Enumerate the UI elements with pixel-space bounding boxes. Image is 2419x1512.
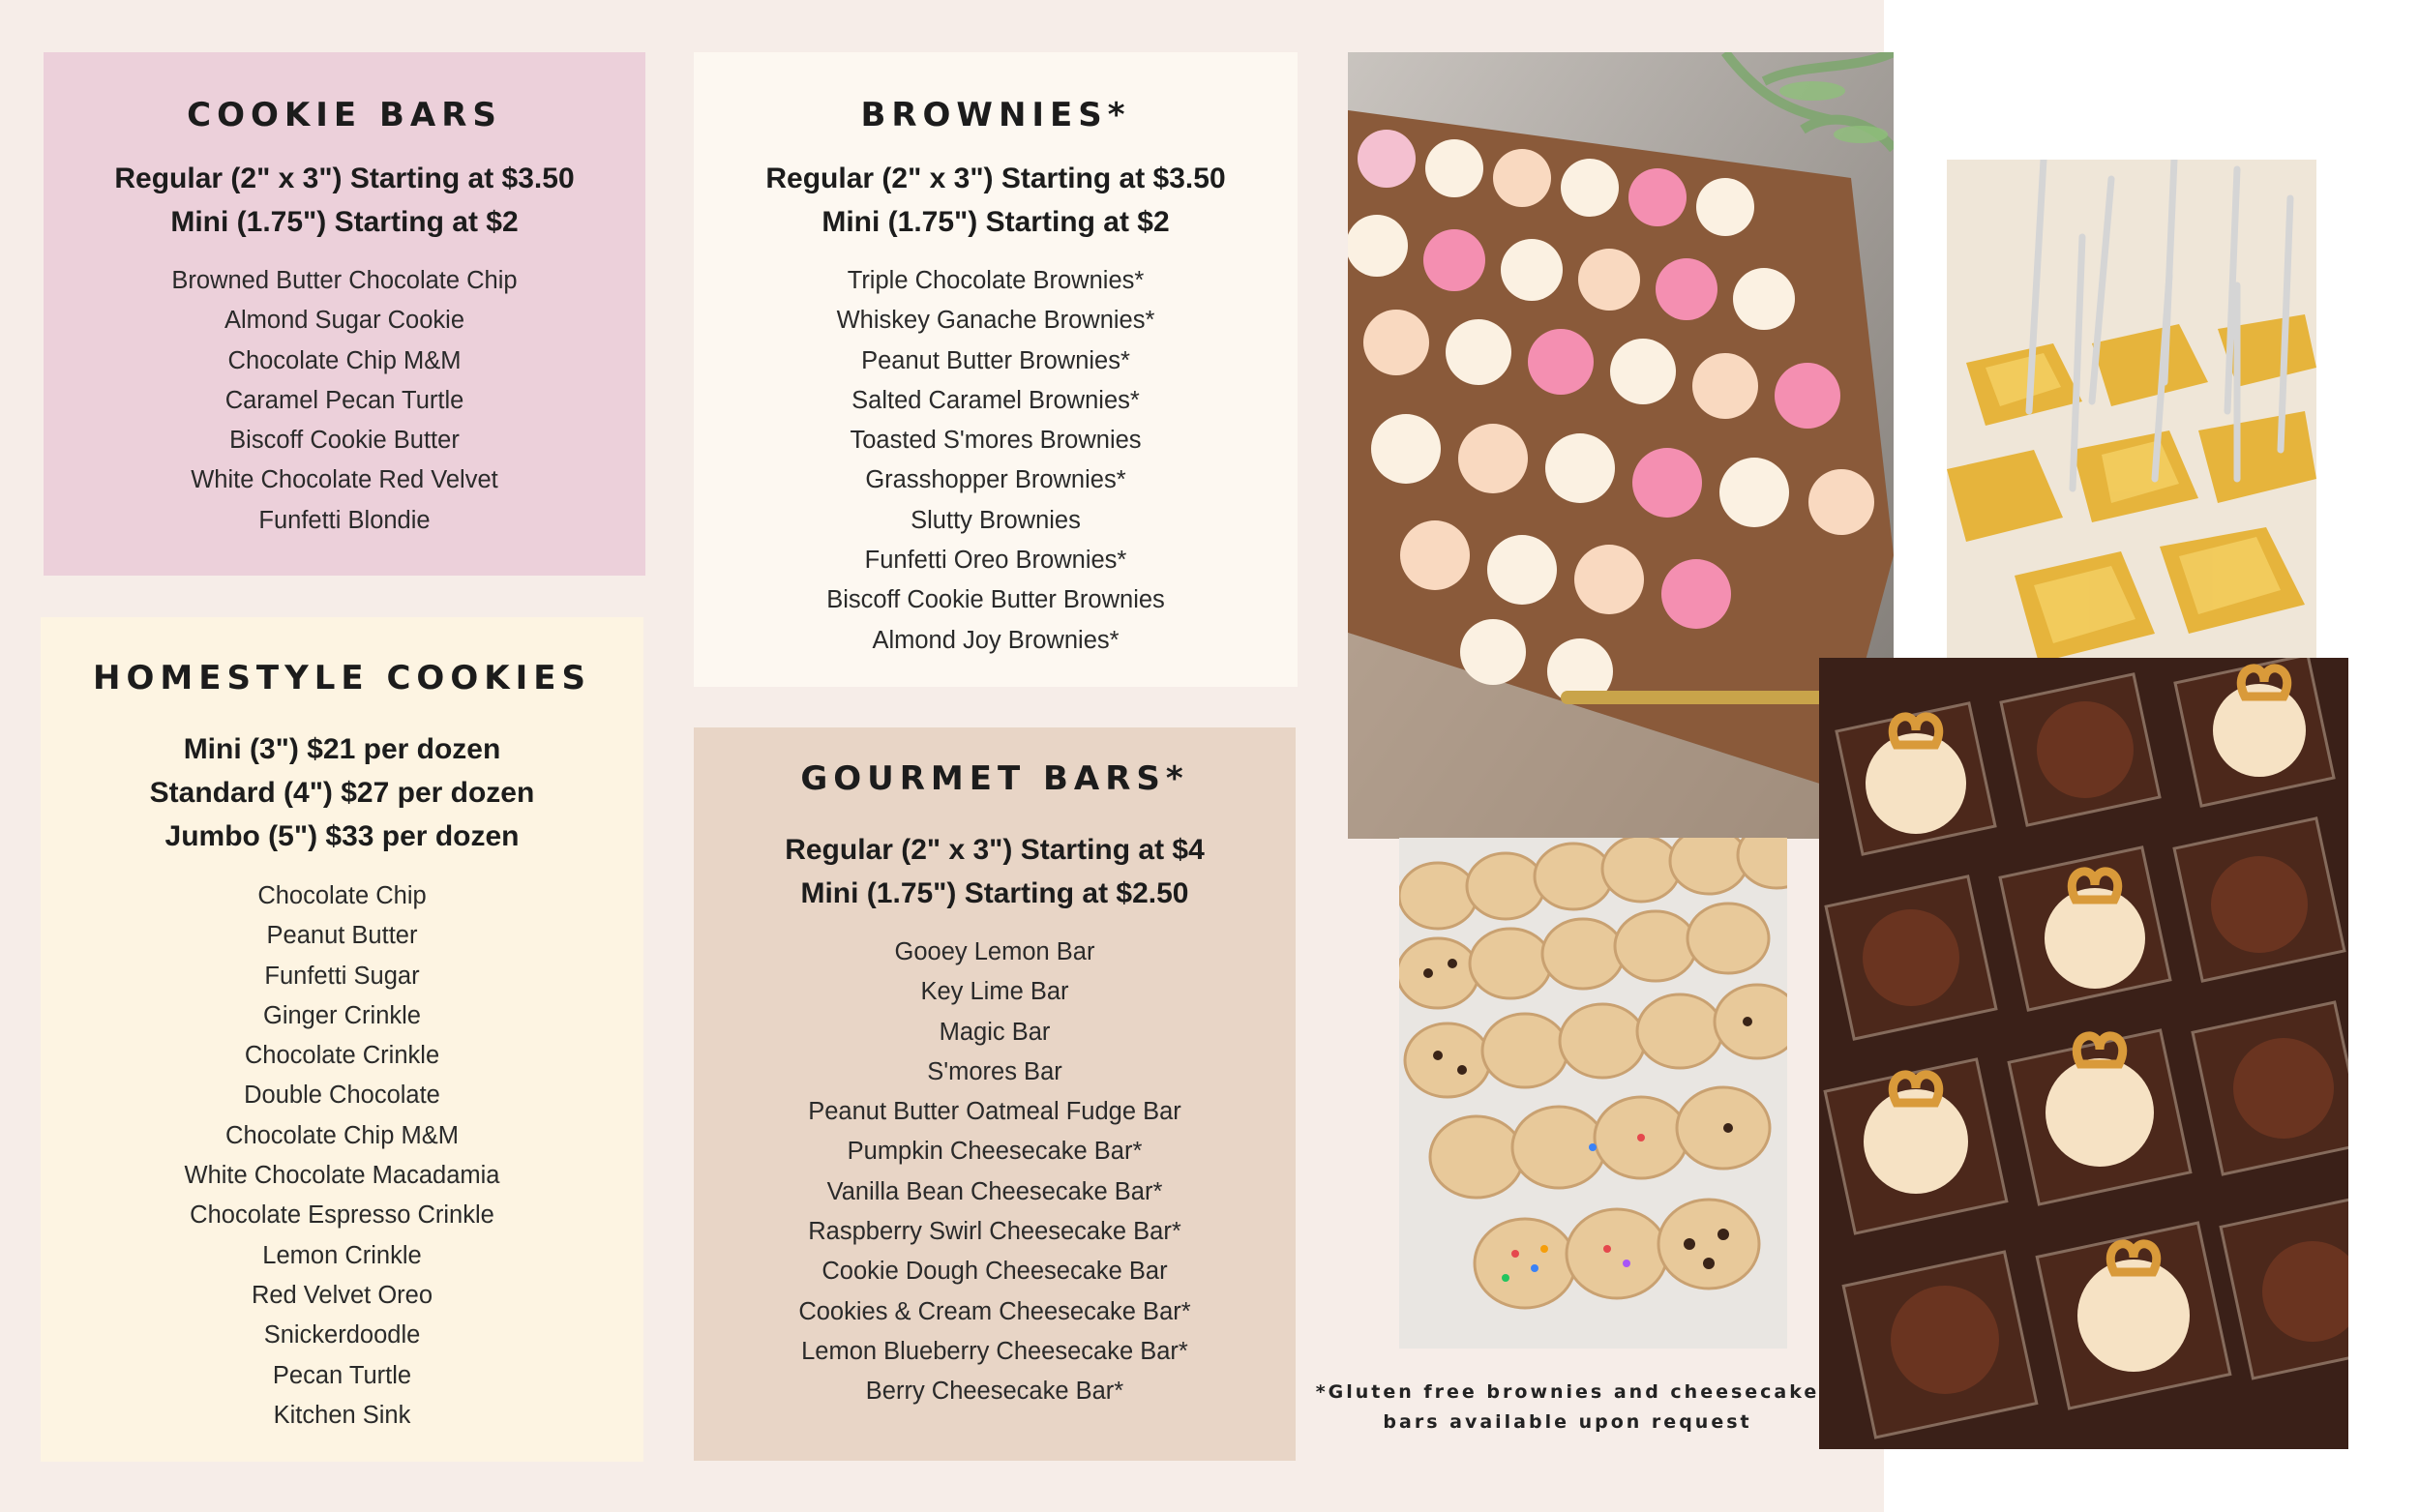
- menu-item: White Chocolate Macadamia: [184, 1162, 500, 1190]
- gourmet-bars-title: GOURMET BARS*: [800, 759, 1189, 798]
- menu-item: Snickerdoodle: [263, 1321, 421, 1349]
- menu-item: Funfetti Sugar: [264, 962, 420, 990]
- menu-item: Gooey Lemon Bar: [894, 938, 1095, 965]
- menu-item: Chocolate Chip: [257, 882, 427, 909]
- menu-item: Chocolate Chip M&M: [227, 346, 462, 374]
- price-line: Mini (1.75") Starting at $2: [821, 206, 1170, 238]
- menu-item: Caramel Pecan Turtle: [224, 386, 464, 414]
- brownies-prices: [694, 157, 1298, 244]
- menu-item: Peanut Butter: [266, 922, 418, 950]
- menu-item: Peanut Butter Oatmeal Fudge Bar: [808, 1098, 1181, 1126]
- menu-item: S'mores Bar: [927, 1057, 1062, 1085]
- menu-item: Raspberry Swirl Cheesecake Bar*: [808, 1218, 1181, 1246]
- price-line: Standard (4") $27 per dozen: [149, 777, 535, 809]
- footnote-line: *Gluten free brownies and cheesecake: [1315, 1381, 1820, 1403]
- gourmet-bars-panel: [694, 727, 1296, 1461]
- menu-item: Funfetti Oreo Brownies*: [864, 547, 1127, 575]
- menu-item: Magic Bar: [939, 1018, 1051, 1046]
- menu-item: Cookies & Cream Cheesecake Bar*: [798, 1297, 1191, 1325]
- homestyle-cookies-list: [41, 876, 643, 1436]
- menu-item: Berry Cheesecake Bar*: [865, 1378, 1124, 1406]
- price-line: Jumbo (5") $33 per dozen: [164, 820, 520, 852]
- homestyle-cookies-title: HOMESTYLE COOKIES: [93, 659, 591, 697]
- cookie-bars-prices: [44, 157, 645, 244]
- lemon-bars-photo: [1947, 160, 2316, 687]
- menu-item: Red Velvet Oreo: [251, 1281, 433, 1309]
- homestyle-cookies-panel: [41, 617, 643, 1462]
- menu-item: Vanilla Bean Cheesecake Bar*: [826, 1177, 1163, 1205]
- menu-item: Triple Chocolate Brownies*: [847, 267, 1145, 294]
- gourmet-bars-list: [694, 933, 1296, 1412]
- menu-item: Slutty Brownies: [911, 506, 1081, 534]
- menu-item: Almond Joy Brownies*: [872, 626, 1120, 654]
- menu-item: Kitchen Sink: [273, 1401, 411, 1429]
- price-line: Regular (2" x 3") Starting at $3.50: [765, 163, 1226, 194]
- brownies-title: BROWNIES*: [860, 96, 1131, 134]
- menu-item: Browned Butter Chocolate Chip: [171, 267, 518, 294]
- menu-item: Double Chocolate: [244, 1082, 440, 1110]
- menu-item: Key Lime Bar: [920, 978, 1069, 1006]
- menu-item: Biscoff Cookie Butter: [229, 427, 460, 455]
- menu-item: Pecan Turtle: [272, 1361, 412, 1389]
- homestyle-cookies-prices: [41, 727, 643, 858]
- cookie-bars-panel: [44, 52, 645, 576]
- menu-item: Chocolate Crinkle: [244, 1042, 440, 1070]
- brownies-list: [694, 261, 1298, 661]
- price-line: Regular (2" x 3") Starting at $4: [785, 834, 1205, 866]
- price-line: Regular (2" x 3") Starting at $3.50: [114, 163, 575, 194]
- menu-item: White Chocolate Red Velvet: [191, 466, 498, 494]
- menu-item: Peanut Butter Brownies*: [861, 346, 1130, 374]
- gluten-free-footnote: [1306, 1378, 1829, 1438]
- menu-item: Chocolate Espresso Crinkle: [190, 1201, 494, 1230]
- menu-item: Whiskey Ganache Brownies*: [836, 307, 1155, 335]
- cookies-tray-photo: [1399, 838, 1787, 1349]
- menu-item: Funfetti Blondie: [258, 506, 431, 534]
- menu-item: Lemon Crinkle: [262, 1241, 422, 1269]
- menu-item: Salted Caramel Brownies*: [851, 386, 1140, 414]
- footnote-line: bars available upon request: [1383, 1411, 1752, 1433]
- menu-item: Almond Sugar Cookie: [224, 307, 465, 335]
- menu-item: Chocolate Chip M&M: [225, 1121, 459, 1149]
- cookie-bars-list: [44, 261, 645, 541]
- menu-item: Grasshopper Brownies*: [865, 466, 1126, 494]
- price-line: Mini (3") $21 per dozen: [183, 733, 501, 765]
- menu-item: Pumpkin Cheesecake Bar*: [847, 1138, 1143, 1166]
- cookie-bars-title: COOKIE BARS: [187, 96, 502, 134]
- menu-item: Lemon Blueberry Cheesecake Bar*: [801, 1337, 1188, 1365]
- brownies-pretzel-photo: [1819, 658, 2348, 1449]
- gourmet-bars-prices: [694, 828, 1296, 915]
- menu-item: Toasted S'mores Brownies: [850, 427, 1142, 455]
- menu-item: Biscoff Cookie Butter Brownies: [826, 586, 1165, 614]
- price-line: Mini (1.75") Starting at $2: [170, 206, 519, 238]
- menu-item: Ginger Crinkle: [263, 1001, 421, 1029]
- brownies-panel: [694, 52, 1298, 687]
- menu-item: Cookie Dough Cheesecake Bar: [821, 1258, 1168, 1286]
- price-line: Mini (1.75") Starting at $2.50: [800, 877, 1189, 909]
- cookie-bars-tray-photo: [1348, 52, 1894, 839]
